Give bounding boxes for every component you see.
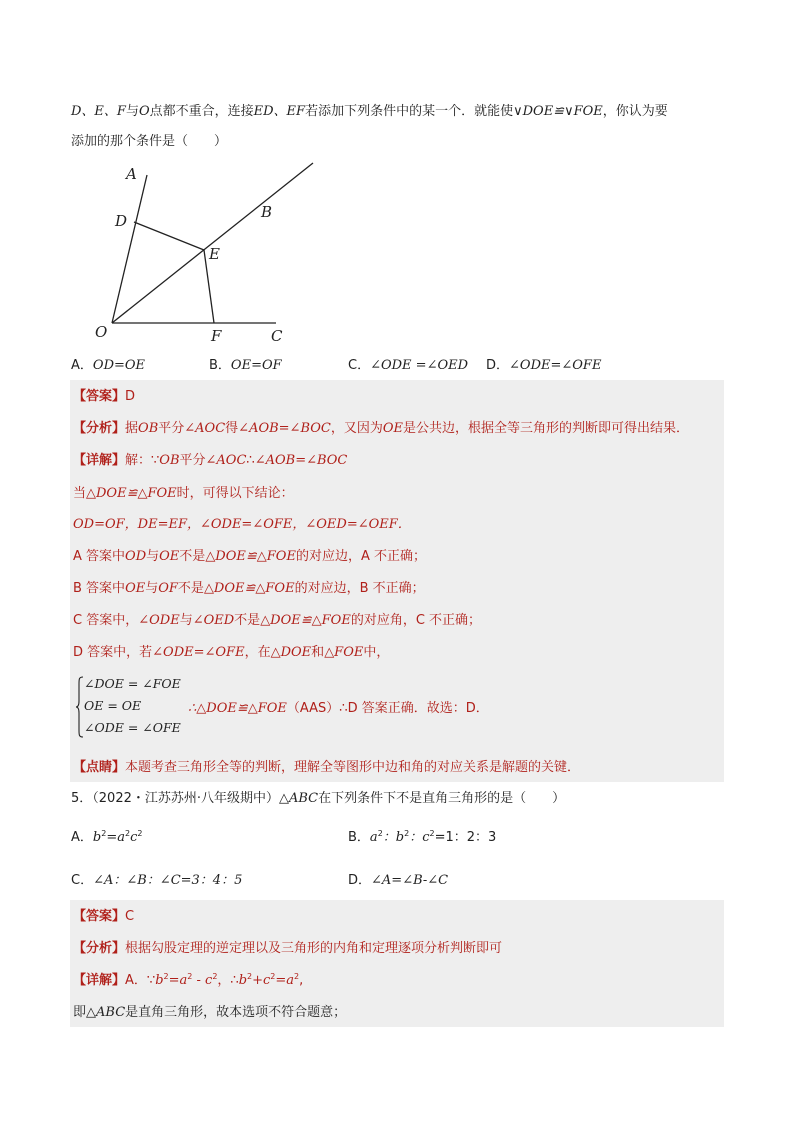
s4-line-a: A 答案中OD与OE不是△DOE≌△FOE的对应边，A 不正确； — [73, 549, 426, 564]
s4-answer: 【答案】D — [73, 389, 136, 404]
q4-option-c: C．∠ODE =∠OED — [348, 358, 469, 373]
q5-stem: 5．（2022・江苏苏州·八年级期中）△ABC在下列条件下不是直角三角形的是（ ） — [71, 791, 566, 806]
s4-line-b: B 答案中OE与OF不是△DOE≌△FOE的对应边，B 不正确； — [73, 581, 425, 596]
q4-option-d: D．∠ODE=∠OFE — [486, 358, 602, 373]
system-row-1: ∠DOE = ∠FOE — [84, 676, 181, 691]
q4-option-a: A．OD=OE — [71, 358, 146, 373]
geometry-figure — [80, 155, 340, 350]
brace-icon — [76, 676, 84, 738]
label-b: B — [261, 203, 273, 221]
s5-last-line: 即△ABC是直角三角形，故本选项不符合题意； — [73, 1005, 347, 1020]
label-a: A — [126, 165, 137, 183]
s4-comment: 【点睛】本题考查三角形全等的判断，理解全等图形中边和角的对应关系是解题的关键． — [73, 760, 581, 775]
label-o: O — [95, 323, 108, 341]
label-c: C — [271, 327, 283, 345]
s4-line-d: D 答案中，若∠ODE=∠OFE，在△DOE和△FOE中， — [73, 645, 390, 660]
q4-stem-line1: D、E、F与O点都不重合，连接ED、EF若添加下列条件中的某一个．就能使∨DOE≌∨FOE，你认为要 — [71, 104, 668, 119]
q5-option-c: C．∠A：∠B：∠C=3：4：5 — [71, 873, 243, 888]
system-row-2: OE = OE — [84, 698, 142, 713]
s4-line-c: C 答案中，∠ODE与∠OED不是△DOE≌△FOE的对应角，C 不正确； — [73, 613, 482, 628]
s5-answer: 【答案】C — [73, 909, 135, 924]
s4-system-result: ∴△DOE≌△FOE（AAS）∴D 答案正确．故选：D． — [188, 701, 489, 716]
q4-option-b: B．OE=OF — [209, 358, 282, 373]
label-f: F — [211, 327, 222, 345]
ray-ob — [112, 163, 313, 323]
s4-line-when: 当△DOE≌△FOE时，可得以下结论： — [73, 486, 294, 501]
q4-stem-line2: 添加的那个条件是（ ） — [71, 134, 228, 149]
q5-option-a: A．$b^2=a^2c^2$ — [71, 829, 143, 845]
s4-analysis: 【分析】据OB平分∠AOC得∠AOB=∠BOC，又因为OE是公共边，根据全等三角形的判断即可得出结果． — [73, 421, 690, 436]
ray-oa — [112, 175, 147, 323]
q5-option-d: D．∠A=∠B-∠C — [348, 873, 449, 888]
label-e: E — [209, 245, 220, 263]
s5-detail: 【详解】A．$\because b^2=a^2 - c^2$，$\therefore b^2+c^2=a^2$, — [73, 972, 304, 988]
s4-line-conclusions: OD=OF，DE=EF，∠ODE=∠OFE，∠OED=∠OEF． — [73, 517, 411, 532]
s5-analysis: 【分析】根据勾股定理的逆定理以及三角形的内角和定理逐项分析判断即可 — [73, 941, 503, 956]
s4-detail-first: 【详解】解：∵OB平分∠AOC∴∠AOB=∠BOC — [73, 453, 348, 468]
system-row-3: ∠ODE = ∠OFE — [84, 720, 181, 735]
label-d: D — [115, 212, 128, 230]
segment-de — [134, 222, 204, 250]
q5-option-b: B．$a^2$：$b^2$：$c^2=1$：2：3 — [348, 829, 497, 845]
